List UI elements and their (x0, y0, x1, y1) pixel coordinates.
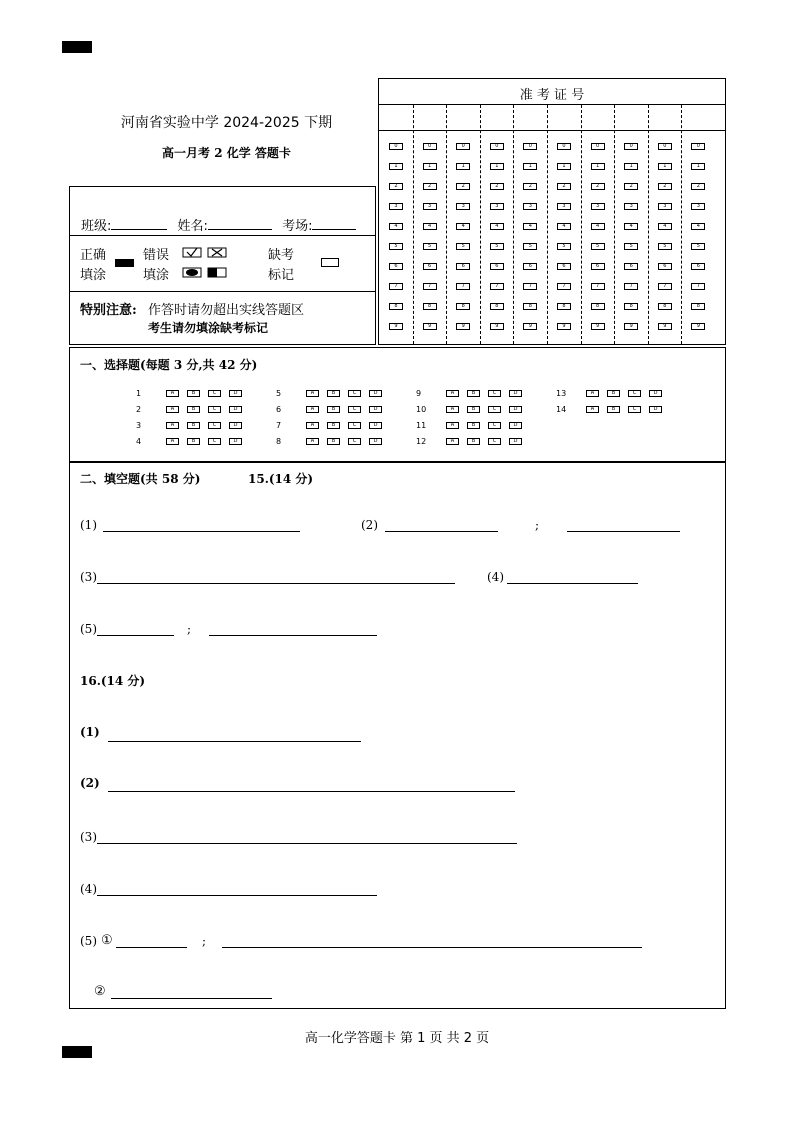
choice-bubble[interactable]: C (348, 422, 361, 429)
question-number: 4 (136, 437, 142, 446)
q16-answer-1[interactable] (108, 741, 361, 742)
id-digit-bubble[interactable]: 7 (691, 283, 705, 290)
question-number: 2 (136, 405, 142, 414)
q16-item-1: (1) (80, 725, 100, 739)
choice-bubble[interactable]: A (446, 406, 459, 413)
id-column-divider (614, 105, 615, 344)
choice-bubble[interactable]: D (649, 406, 662, 413)
id-digit-bubble[interactable]: 1 (490, 163, 504, 170)
choice-bubble[interactable]: A (306, 422, 319, 429)
section2-box (69, 462, 726, 1009)
id-column-divider (648, 105, 649, 344)
choice-bubble[interactable]: C (208, 406, 221, 413)
section2-title: 二、填空题(共 58 分) (80, 472, 201, 486)
id-digit-bubble[interactable]: 2 (624, 183, 638, 190)
question-number: 13 (556, 389, 567, 398)
id-column-divider (513, 105, 514, 344)
notice-title: 特别注意: (80, 303, 137, 318)
id-digit-bubble[interactable]: 1 (624, 163, 638, 170)
choice-bubble[interactable]: C (348, 390, 361, 397)
id-digit-bubble[interactable]: 6 (490, 263, 504, 270)
id-digit-bubble[interactable]: 8 (490, 303, 504, 310)
question-number: 7 (276, 421, 282, 430)
id-column-divider (547, 105, 548, 344)
q15-item-4: (4) (487, 570, 504, 584)
question-number: 14 (556, 405, 567, 414)
id-digit-bubble[interactable]: 8 (624, 303, 638, 310)
id-digit-bubble[interactable]: 7 (624, 283, 638, 290)
id-digit-bubble[interactable]: 3 (523, 203, 537, 210)
room-label: 考场: (282, 219, 313, 234)
choice-bubble[interactable]: A (166, 406, 179, 413)
id-digit-bubble[interactable]: 9 (691, 323, 705, 330)
id-digit-bubble[interactable]: 5 (624, 243, 638, 250)
choice-bubble[interactable]: B (327, 390, 340, 397)
choice-bubble[interactable]: A (446, 422, 459, 429)
id-column-divider (681, 105, 682, 344)
choice-bubble[interactable]: B (467, 406, 480, 413)
id-digit-bubble[interactable]: 7 (423, 283, 437, 290)
id-digit-bubble[interactable]: 6 (591, 263, 605, 270)
id-digit-bubble[interactable]: 0 (557, 143, 571, 150)
correct-label-1: 正确 (80, 248, 107, 263)
id-digit-bubble[interactable]: 4 (624, 223, 638, 230)
id-digit-bubble[interactable]: 0 (624, 143, 638, 150)
class-field[interactable] (111, 217, 167, 230)
id-digit-bubble[interactable]: 5 (557, 243, 571, 250)
id-digit-bubble[interactable]: 5 (658, 243, 672, 250)
q15-item-5: (5) (80, 622, 97, 636)
semicolon: ; (202, 934, 207, 948)
absent-label-1: 缺考 (268, 248, 295, 263)
notice-line1: 作答时请勿超出实线答题区 (148, 303, 305, 318)
semicolon: ; (187, 622, 192, 636)
choice-bubble[interactable]: C (488, 406, 501, 413)
question-number: 3 (136, 421, 142, 430)
circle-two: ② (94, 984, 106, 999)
choice-bubble[interactable]: D (649, 390, 662, 397)
id-digit-bubble[interactable]: 9 (624, 323, 638, 330)
id-digit-bubble[interactable]: 7 (591, 283, 605, 290)
id-digit-bubble[interactable]: 8 (591, 303, 605, 310)
id-digit-bubble[interactable]: 1 (523, 163, 537, 170)
id-digit-bubble[interactable]: 7 (456, 283, 470, 290)
room-field[interactable] (312, 217, 356, 230)
id-digit-bubble[interactable]: 8 (389, 303, 403, 310)
choice-bubble[interactable]: B (327, 406, 340, 413)
choice-bubble[interactable]: D (369, 406, 382, 413)
id-digit-bubble[interactable]: 1 (691, 163, 705, 170)
choice-bubble[interactable]: B (327, 422, 340, 429)
choice-bubble[interactable]: A (306, 438, 319, 445)
choice-bubble[interactable]: A (166, 438, 179, 445)
choice-bubble[interactable]: B (187, 422, 200, 429)
oval-sample (186, 269, 198, 276)
choice-bubble[interactable]: B (327, 438, 340, 445)
info-row (81, 215, 356, 234)
admission-id-title: 准 考 证 号 (519, 88, 585, 103)
id-digit-bubble[interactable]: 1 (389, 163, 403, 170)
id-digit-bubble[interactable]: 5 (591, 243, 605, 250)
q15-item-3: (3) (80, 570, 97, 584)
id-digit-bubble[interactable]: 2 (490, 183, 504, 190)
choice-bubble[interactable]: B (467, 390, 480, 397)
id-column-divider (413, 105, 414, 344)
section1-title: 一、选择题(每题 3 分,共 42 分) (80, 358, 258, 372)
id-digit-bubble[interactable]: 5 (523, 243, 537, 250)
id-digit-bubble[interactable]: 8 (691, 303, 705, 310)
choice-bubble[interactable]: A (166, 422, 179, 429)
absent-label-2: 标记 (268, 268, 295, 283)
divider (379, 104, 725, 105)
choice-bubble[interactable]: D (369, 438, 382, 445)
id-digit-bubble[interactable]: 4 (456, 223, 470, 230)
position-mark-bottom (62, 1046, 92, 1058)
id-digit-bubble[interactable]: 5 (423, 243, 437, 250)
choice-bubble[interactable]: A (446, 390, 459, 397)
absent-mark-box[interactable] (321, 258, 339, 267)
id-digit-bubble[interactable]: 9 (456, 323, 470, 330)
choice-bubble[interactable]: B (467, 422, 480, 429)
question-number: 5 (276, 389, 282, 398)
id-digit-bubble[interactable]: 2 (523, 183, 537, 190)
id-digit-bubble[interactable]: 3 (423, 203, 437, 210)
divider (70, 291, 375, 292)
id-digit-bubble[interactable]: 0 (389, 143, 403, 150)
id-digit-bubble[interactable]: 3 (691, 203, 705, 210)
q15-answer-5a[interactable] (97, 635, 174, 636)
choice-bubble[interactable]: A (166, 390, 179, 397)
id-digit-bubble[interactable]: 6 (624, 263, 638, 270)
id-digit-bubble[interactable]: 9 (557, 323, 571, 330)
id-digit-bubble[interactable]: 6 (557, 263, 571, 270)
id-digit-bubble[interactable]: 9 (423, 323, 437, 330)
choice-bubble[interactable]: C (208, 438, 221, 445)
question-number: 6 (276, 405, 282, 414)
id-digit-bubble[interactable]: 2 (591, 183, 605, 190)
choice-bubble[interactable]: B (187, 438, 200, 445)
wrong-label-2: 填涂 (143, 268, 170, 283)
q16-item-3: (3) (80, 830, 97, 844)
choice-bubble[interactable]: D (369, 390, 382, 397)
id-digit-bubble[interactable]: 7 (523, 283, 537, 290)
q15-answer-2a[interactable] (385, 531, 498, 532)
id-digit-bubble[interactable]: 4 (423, 223, 437, 230)
choice-bubble[interactable]: C (208, 422, 221, 429)
choice-bubble[interactable]: A (306, 406, 319, 413)
half-fill-sample (208, 268, 217, 277)
id-digit-bubble[interactable]: 9 (490, 323, 504, 330)
q16-item-5: (5) (80, 934, 97, 948)
choice-bubble[interactable]: A (446, 438, 459, 445)
choice-bubble[interactable]: A (586, 390, 599, 397)
choice-bubble[interactable]: A (306, 390, 319, 397)
id-digit-bubble[interactable]: 3 (591, 203, 605, 210)
school-title: 河南省实验中学 2024-2025 下期 (120, 115, 333, 131)
choice-bubble[interactable]: B (187, 406, 200, 413)
admission-id-panel (378, 78, 726, 345)
question-number: 12 (416, 437, 427, 446)
id-digit-bubble[interactable]: 2 (557, 183, 571, 190)
id-digit-bubble[interactable]: 3 (557, 203, 571, 210)
choice-bubble[interactable]: D (509, 438, 522, 445)
q15-answer-4[interactable] (507, 583, 638, 584)
choice-bubble[interactable]: C (208, 390, 221, 397)
class-label: 班级: (81, 219, 112, 234)
id-digit-bubble[interactable]: 8 (523, 303, 537, 310)
id-digit-bubble[interactable]: 4 (523, 223, 537, 230)
choice-bubble[interactable]: C (488, 438, 501, 445)
id-digit-bubble[interactable]: 9 (523, 323, 537, 330)
id-digit-bubble[interactable]: 8 (423, 303, 437, 310)
id-digit-bubble[interactable]: 4 (658, 223, 672, 230)
id-digit-bubble[interactable]: 1 (456, 163, 470, 170)
choice-bubble[interactable]: B (187, 390, 200, 397)
id-digit-bubble[interactable]: 0 (523, 143, 537, 150)
divider (70, 235, 375, 236)
q16-item-4: (4) (80, 882, 97, 896)
id-digit-bubble[interactable]: 1 (658, 163, 672, 170)
page-footer: 高一化学答题卡 第 1 页 共 2 页 (304, 1031, 490, 1046)
id-digit-bubble[interactable]: 6 (456, 263, 470, 270)
choice-bubble[interactable]: C (348, 406, 361, 413)
id-digit-bubble[interactable]: 7 (557, 283, 571, 290)
divider (379, 130, 725, 131)
id-digit-bubble[interactable]: 4 (389, 223, 403, 230)
exam-title: 高一月考 2 化学 答题卡 (162, 146, 291, 160)
cross-icon (212, 249, 222, 256)
choice-bubble[interactable]: B (607, 406, 620, 413)
candidate-info-box (69, 186, 376, 345)
choice-bubble[interactable]: A (586, 406, 599, 413)
id-digit-bubble[interactable]: 2 (658, 183, 672, 190)
id-digit-bubble[interactable]: 3 (456, 203, 470, 210)
choice-bubble[interactable]: D (229, 406, 242, 413)
id-digit-bubble[interactable]: 9 (658, 323, 672, 330)
id-digit-bubble[interactable]: 3 (389, 203, 403, 210)
id-digit-bubble[interactable]: 8 (456, 303, 470, 310)
q16-title: 16.(14 分) (80, 674, 146, 688)
id-digit-bubble[interactable]: 0 (658, 143, 672, 150)
id-digit-bubble[interactable]: 3 (490, 203, 504, 210)
semicolon: ; (535, 518, 540, 532)
id-digit-bubble[interactable]: 1 (557, 163, 571, 170)
id-digit-bubble[interactable]: 7 (658, 283, 672, 290)
id-digit-bubble[interactable]: 6 (389, 263, 403, 270)
id-digit-bubble[interactable]: 3 (658, 203, 672, 210)
id-digit-bubble[interactable]: 0 (691, 143, 705, 150)
question-number: 8 (276, 437, 282, 446)
id-digit-bubble[interactable]: 7 (490, 283, 504, 290)
q15-answer-3[interactable] (97, 583, 455, 584)
id-column-divider (480, 105, 481, 344)
id-digit-bubble[interactable]: 6 (523, 263, 537, 270)
q15-title: 15.(14 分) (248, 472, 314, 486)
choice-bubble[interactable]: C (628, 390, 641, 397)
choice-bubble[interactable]: B (467, 438, 480, 445)
id-digit-bubble[interactable]: 0 (490, 143, 504, 150)
choice-bubble[interactable]: D (509, 422, 522, 429)
choice-bubble[interactable]: C (348, 438, 361, 445)
id-digit-bubble[interactable]: 4 (557, 223, 571, 230)
q16-answer-3[interactable] (97, 843, 517, 844)
id-digit-bubble[interactable]: 7 (389, 283, 403, 290)
id-digit-bubble[interactable]: 4 (691, 223, 705, 230)
q15-answer-1[interactable] (103, 531, 300, 532)
name-label: 姓名: (177, 219, 208, 234)
section1-box (69, 347, 726, 462)
choice-bubble[interactable]: C (488, 390, 501, 397)
q16-answer-5a[interactable] (116, 947, 187, 948)
correct-label-2: 填涂 (80, 268, 107, 283)
circle-one: ① (101, 933, 113, 948)
id-digit-bubble[interactable]: 5 (389, 243, 403, 250)
id-digit-bubble[interactable]: 9 (389, 323, 403, 330)
choice-bubble[interactable]: D (229, 390, 242, 397)
id-digit-bubble[interactable]: 1 (591, 163, 605, 170)
name-field[interactable] (208, 217, 272, 230)
id-digit-bubble[interactable]: 9 (591, 323, 605, 330)
id-digit-bubble[interactable]: 2 (423, 183, 437, 190)
choice-bubble[interactable]: D (229, 422, 242, 429)
correct-fill-sample (115, 259, 134, 267)
id-digit-bubble[interactable]: 5 (490, 243, 504, 250)
notice-line2: 考生请勿填涂缺考标记 (148, 321, 269, 335)
id-digit-bubble[interactable]: 6 (423, 263, 437, 270)
wrong-fill-samples (182, 247, 230, 279)
q16-answer-5c[interactable] (111, 998, 272, 999)
id-digit-bubble[interactable]: 6 (691, 263, 705, 270)
id-digit-bubble[interactable]: 8 (658, 303, 672, 310)
choice-bubble[interactable]: C (488, 422, 501, 429)
q16-answer-4[interactable] (97, 895, 377, 896)
question-number: 10 (416, 405, 427, 414)
id-column-divider (446, 105, 447, 344)
question-number: 9 (416, 389, 422, 398)
id-column-divider (581, 105, 582, 344)
q16-item-2: (2) (80, 776, 100, 790)
choice-bubble[interactable]: D (369, 422, 382, 429)
choice-bubble[interactable]: C (628, 406, 641, 413)
id-digit-bubble[interactable]: 5 (456, 243, 470, 250)
q16-answer-2[interactable] (108, 791, 515, 792)
question-number: 1 (136, 389, 142, 398)
id-digit-bubble[interactable]: 2 (456, 183, 470, 190)
wrong-label-1: 错误 (143, 248, 170, 263)
id-digit-bubble[interactable]: 6 (658, 263, 672, 270)
id-digit-bubble[interactable]: 4 (591, 223, 605, 230)
id-digit-bubble[interactable]: 1 (423, 163, 437, 170)
choice-bubble[interactable]: D (229, 438, 242, 445)
choice-bubble[interactable]: B (607, 390, 620, 397)
id-digit-bubble[interactable]: 4 (490, 223, 504, 230)
id-digit-bubble[interactable]: 8 (557, 303, 571, 310)
id-digit-bubble[interactable]: 0 (456, 143, 470, 150)
q15-item-1: (1) (80, 518, 97, 532)
id-digit-bubble[interactable]: 3 (624, 203, 638, 210)
id-digit-bubble[interactable]: 2 (389, 183, 403, 190)
choice-bubble[interactable]: D (509, 390, 522, 397)
q15-item-2: (2) (361, 518, 378, 532)
q15-answer-2b[interactable] (567, 531, 680, 532)
q15-answer-5b[interactable] (209, 635, 377, 636)
id-digit-bubble[interactable]: 0 (591, 143, 605, 150)
q16-answer-5b[interactable] (222, 947, 642, 948)
id-digit-bubble[interactable]: 5 (691, 243, 705, 250)
question-number: 11 (416, 421, 427, 430)
id-digit-bubble[interactable]: 0 (423, 143, 437, 150)
check-icon (187, 248, 197, 256)
id-digit-bubble[interactable]: 2 (691, 183, 705, 190)
choice-bubble[interactable]: D (509, 406, 522, 413)
position-mark-top (62, 41, 92, 53)
